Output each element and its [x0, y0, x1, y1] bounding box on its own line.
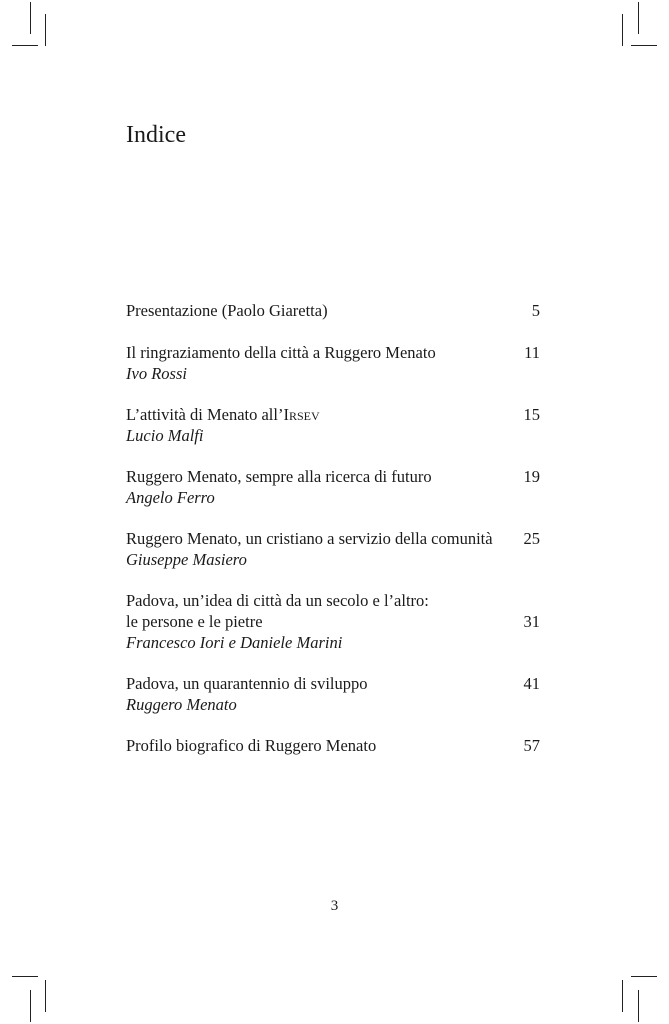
- page-number: 15: [523, 405, 540, 424]
- toc-entry: [126, 466, 540, 508]
- toc-entry: [126, 590, 540, 653]
- crop-mark: [631, 45, 657, 46]
- page-number: 57: [523, 736, 540, 755]
- crop-mark: [638, 990, 639, 1022]
- entry-author: Angelo Ferro: [126, 488, 215, 507]
- crop-mark: [631, 976, 657, 977]
- entry-author: Francesco Iori e Daniele Marini: [126, 633, 343, 652]
- entry-title: Padova, un’idea di città da un secolo e l’altro:: [126, 591, 429, 610]
- entry-author: Lucio Malfi: [126, 426, 204, 445]
- entry-author: Ivo Rossi: [126, 364, 187, 383]
- entry-author: Giuseppe Masiero: [126, 550, 247, 569]
- toc-entry: [126, 300, 540, 321]
- entry-author: Ruggero Menato: [126, 695, 237, 714]
- crop-mark: [622, 14, 623, 46]
- page-number: 25: [523, 529, 540, 548]
- entry-title: Ruggero Menato, sempre alla ricerca di futuro: [126, 467, 432, 486]
- crop-mark: [12, 45, 38, 46]
- entry-title-continued: le persone e le pietre: [126, 612, 263, 631]
- entry-title: Il ringraziamento della città a Ruggero Menato: [126, 343, 436, 362]
- entry-title: [126, 404, 540, 425]
- entry-title: Ruggero Menato, un cristiano a servizio della comunità: [126, 529, 493, 548]
- crop-mark: [12, 976, 38, 977]
- toc-entry: [126, 528, 540, 570]
- page-number: 41: [523, 674, 540, 693]
- entry-title: Profilo biografico di Ruggero Menato: [126, 736, 377, 755]
- crop-mark: [45, 980, 46, 1012]
- toc-entry: [126, 342, 540, 384]
- page-number: 19: [523, 467, 540, 486]
- folio-page-number: 3: [330, 898, 339, 914]
- toc-entry: [126, 735, 540, 756]
- toc-entry: [126, 404, 540, 446]
- page-number: 11: [524, 343, 540, 362]
- page-title: Indice: [126, 122, 186, 148]
- page-number: 31: [523, 612, 540, 631]
- entry-title: Presentazione (Paolo Giaretta): [126, 301, 328, 320]
- toc-entry: [126, 673, 540, 715]
- entry-title-text: L’attività di Menato all’: [126, 405, 284, 424]
- crop-mark: [30, 990, 31, 1022]
- acronym-irsev: Irsev: [283, 405, 320, 424]
- page-number: 5: [531, 301, 540, 320]
- crop-mark: [638, 2, 639, 34]
- crop-mark: [45, 14, 46, 46]
- crop-mark: [30, 2, 31, 34]
- crop-mark: [622, 980, 623, 1012]
- entry-title: Padova, un quarantennio di sviluppo: [126, 674, 368, 693]
